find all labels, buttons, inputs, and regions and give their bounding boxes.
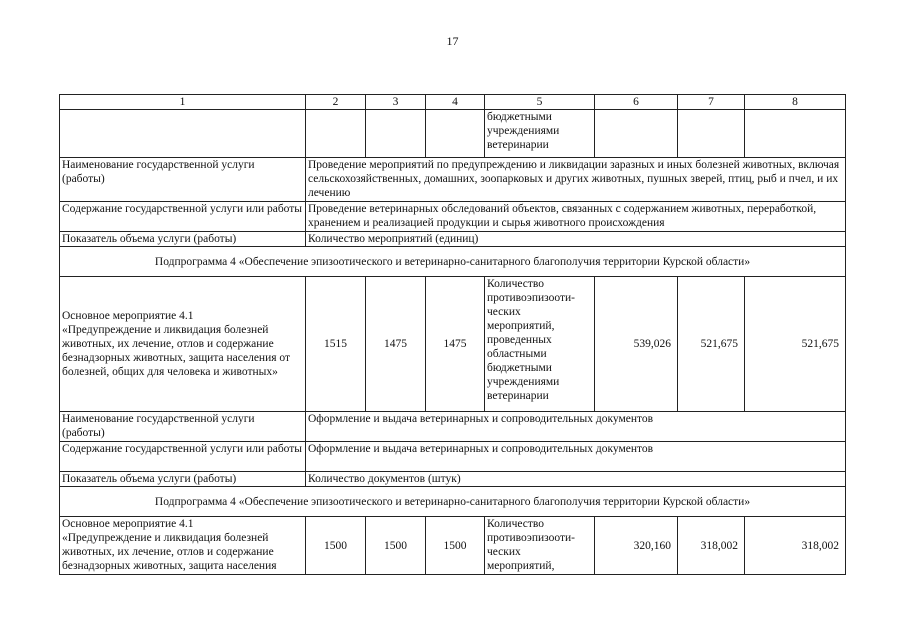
subprogram-row	[60, 247, 846, 277]
subprogram-row	[60, 487, 846, 517]
service1-name-row	[60, 158, 846, 202]
subprogram-title: Подпрограмма 4 «Обеспечение эпизоотического и ветеринарно-санитарного благополучия территории Курской области»	[60, 487, 846, 517]
value-col6: 320,160	[595, 517, 678, 575]
subprogram-title: Подпрограмма 4 «Обеспечение эпизоотического и ветеринарно-санитарного благополучия территории Курской области»	[60, 247, 846, 277]
value-col3: 1475	[366, 277, 426, 412]
col-header-2: 2	[306, 95, 366, 110]
page-number: 17	[446, 34, 459, 48]
continuation-row	[60, 110, 846, 158]
service-name-value: Проведение мероприятий по предупреждению и ликвидации заразных и иных болезней животных, включая сельскохозяйственных, домашних, зоопарковых и других животных, пушных зверей, птиц, рыб и пчел, и их лечению	[306, 158, 846, 202]
measure-name: Основное мероприятие 4.1 «Предупреждение и ликвидация болезней животных, их лечение, отлов и содержание безнадзорных животных, защита населения от болезней, общих для человека и животных»	[60, 277, 306, 412]
value-col2: 1500	[306, 517, 366, 575]
col-header-3: 3	[366, 95, 426, 110]
service-content-label: Содержание государственной услуги или работы	[60, 202, 306, 232]
col-header-7: 7	[678, 95, 745, 110]
service-name-value: Оформление и выдача ветеринарных и сопроводительных документов	[306, 412, 846, 442]
measure-indicator: Количество противоэпизооти- ческих мероприятий,	[485, 517, 595, 575]
value-col4: 1500	[426, 517, 485, 575]
value-col2: 1515	[306, 277, 366, 412]
state-assignment-table	[59, 94, 846, 575]
service-content-value: Оформление и выдача ветеринарных и сопроводительных документов	[306, 442, 846, 472]
service-content-value: Проведение ветеринарных обследований объектов, связанных с содержанием животных, переработкой, хранением и реализацией продукции и сырья животного происхождения	[306, 202, 846, 232]
col-header-4: 4	[426, 95, 485, 110]
col-header-8: 8	[745, 95, 846, 110]
service1-indicator-row	[60, 232, 846, 247]
col-header-5: 5	[485, 95, 595, 110]
continuation-indicator: бюджетными учреждениями ветеринарии	[485, 110, 595, 158]
volume-indicator-label: Показатель объема услуги (работы)	[60, 472, 306, 487]
value-col8: 521,675	[745, 277, 846, 412]
value-col8: 318,002	[745, 517, 846, 575]
volume-indicator-value: Количество мероприятий (единиц)	[306, 232, 846, 247]
volume-indicator-label: Показатель объема услуги (работы)	[60, 232, 306, 247]
measure-name: Основное мероприятие 4.1 «Предупреждение и ликвидация болезней животных, их лечение, отлов и содержание безнадзорных животных, защита населения	[60, 517, 306, 575]
value-col3: 1500	[366, 517, 426, 575]
measure-row	[60, 277, 846, 412]
value-col6: 539,026	[595, 277, 678, 412]
service-content-label: Содержание государственной услуги или работы	[60, 442, 306, 472]
service2-name-row	[60, 412, 846, 442]
service2-content-row	[60, 442, 846, 472]
value-col4: 1475	[426, 277, 485, 412]
col-header-1: 1	[60, 95, 306, 110]
measure-row	[60, 517, 846, 575]
service-name-label: Наименование государственной услуги (работы)	[60, 412, 306, 442]
value-col7: 521,675	[678, 277, 745, 412]
measure-indicator: Количество противоэпизооти- ческих мероприятий, проведенных областными бюджетными учреждениями ветеринарии	[485, 277, 595, 412]
value-col7: 318,002	[678, 517, 745, 575]
service1-content-row	[60, 202, 846, 232]
service2-indicator-row	[60, 472, 846, 487]
col-header-6: 6	[595, 95, 678, 110]
service-name-label: Наименование государственной услуги (работы)	[60, 158, 306, 202]
header-row	[60, 95, 846, 110]
volume-indicator-value: Количество документов (штук)	[306, 472, 846, 487]
